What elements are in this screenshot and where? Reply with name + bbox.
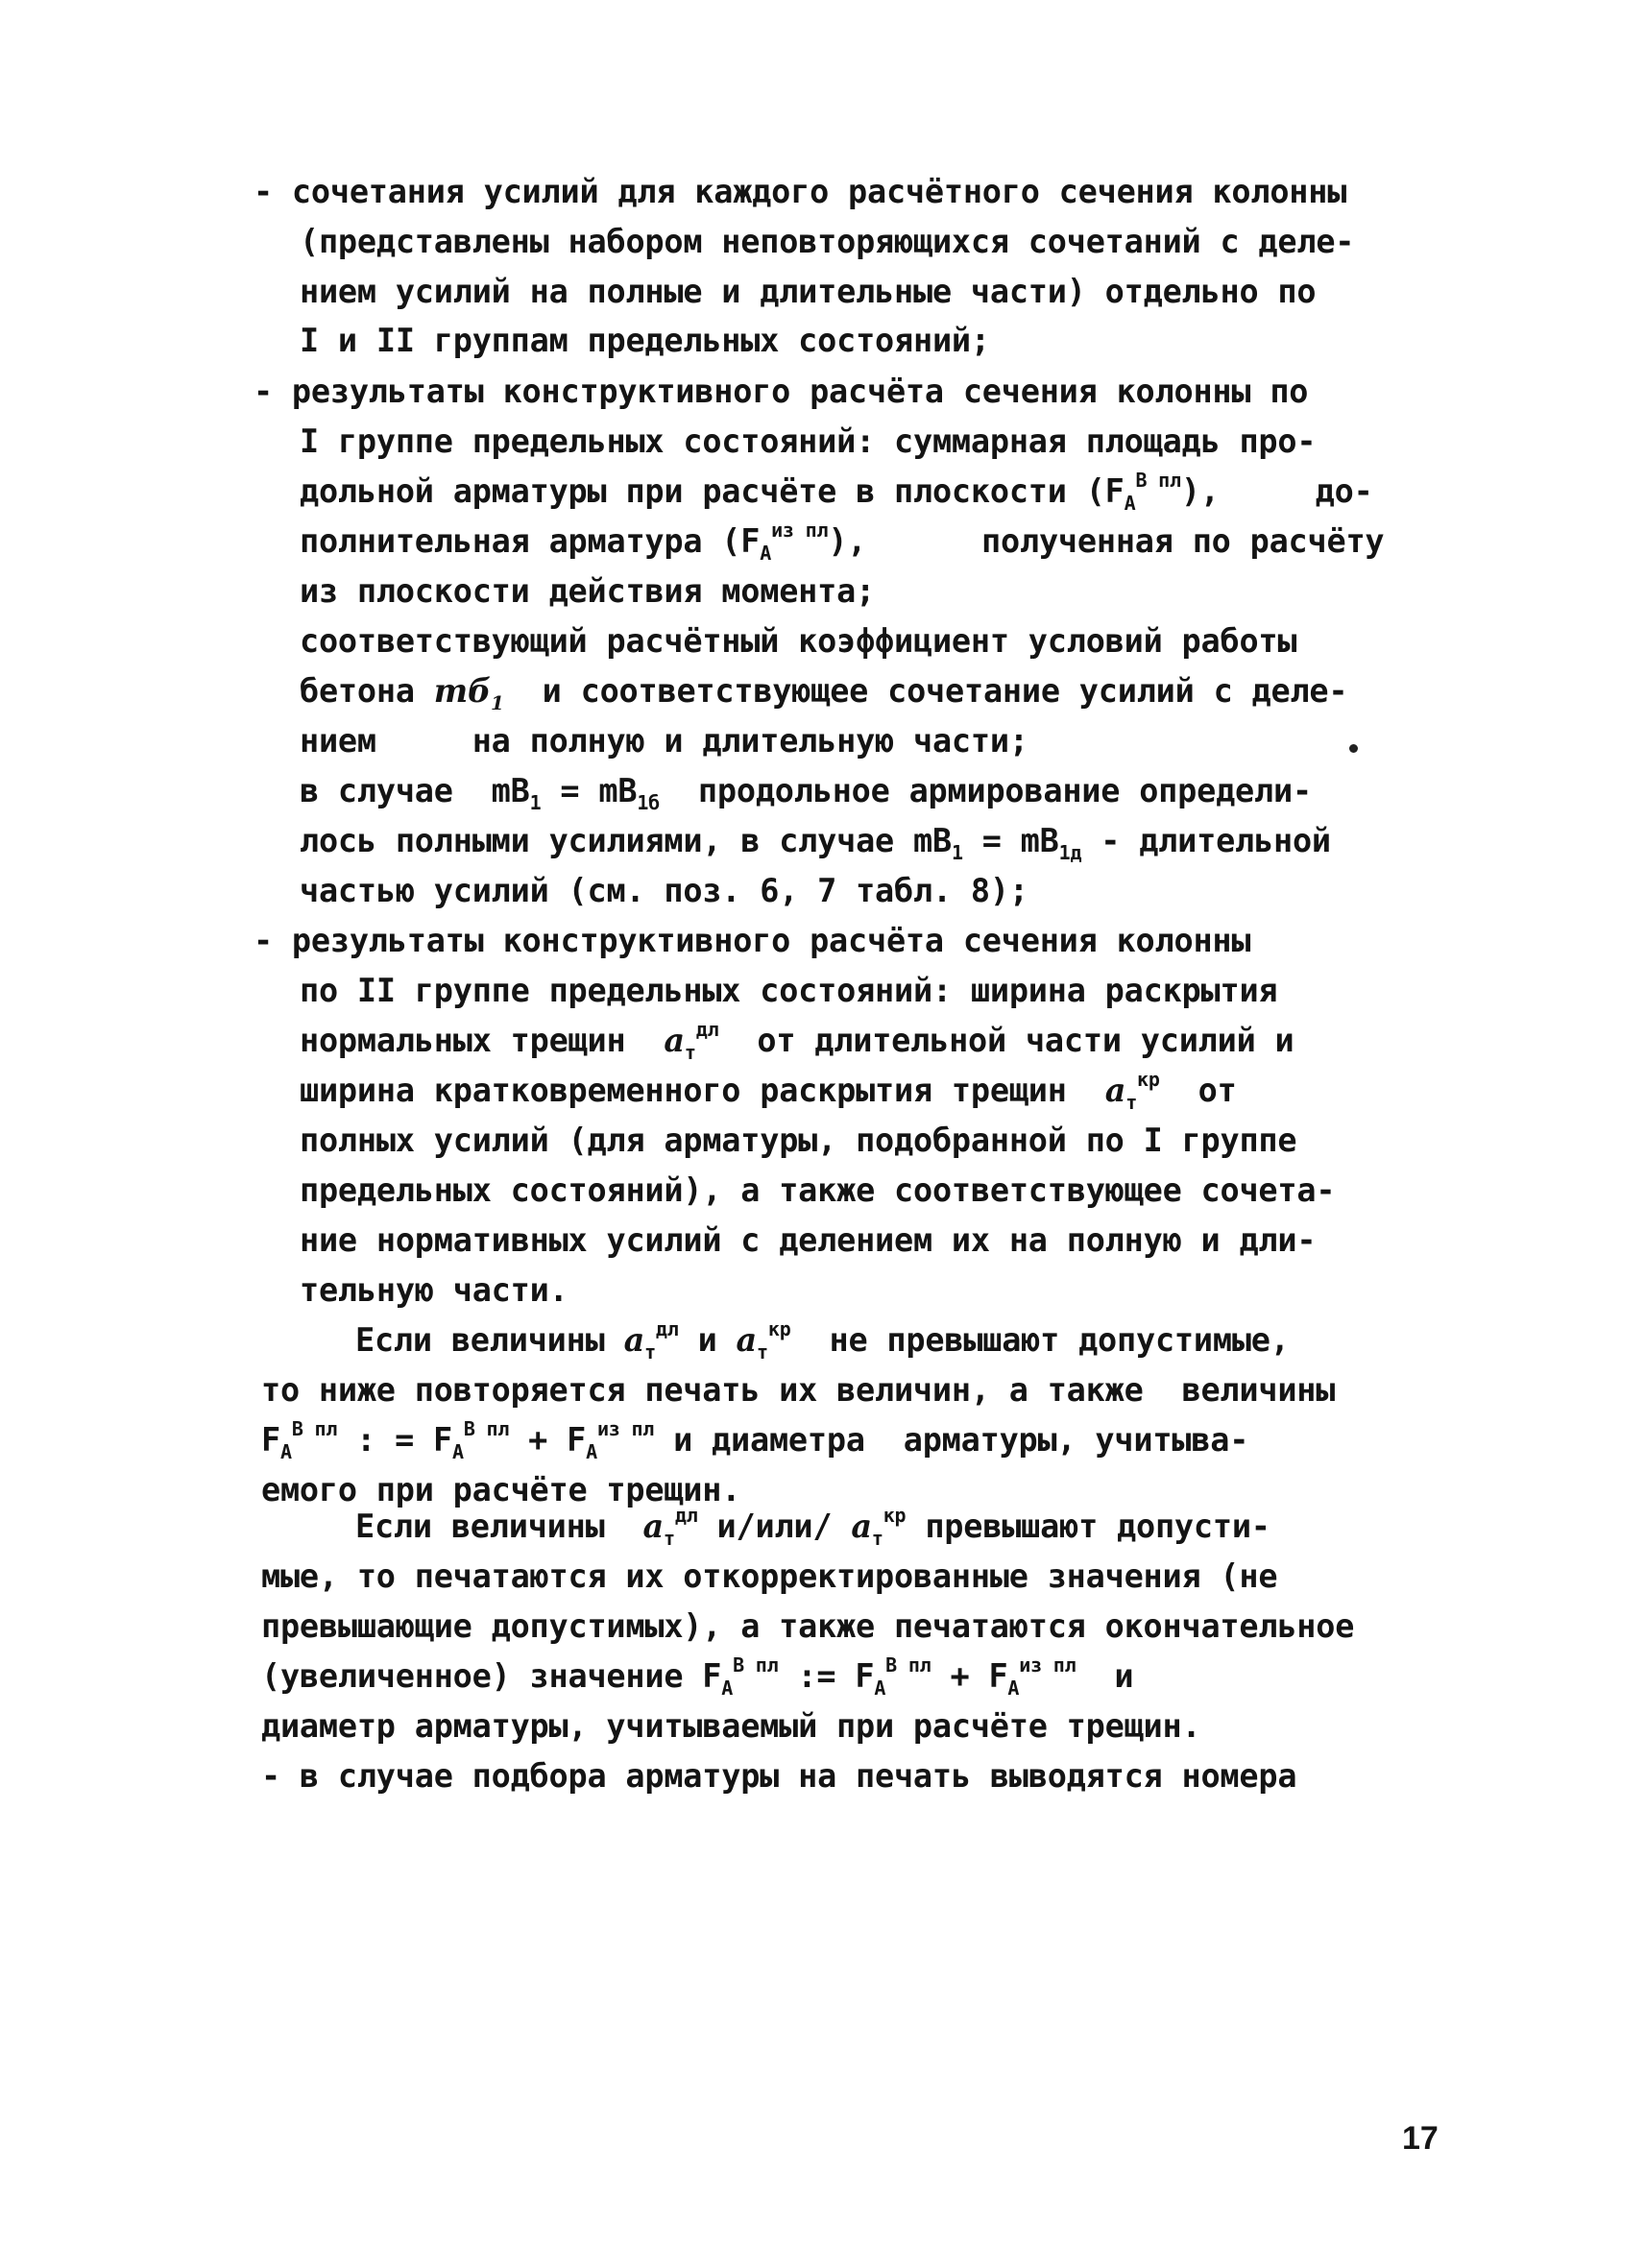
text-line: нием на полную и длительную части;: [300, 722, 1028, 760]
text-line: - в случае подбора арматуры на печать выводятся номера: [261, 1757, 1297, 1795]
text-line: I и II группам предельных состояний;: [300, 322, 990, 359]
stray-dot: [1349, 744, 1358, 753]
text-line: в случае $mB_1 = mB_{1б}$ продольное армирование определи-: [300, 772, 1312, 814]
text-line: (увеличенное) значение $F_A^{В пл}$ := $F_A^{В пл} + F_A^{из пл}$ и: [261, 1653, 1134, 1700]
text-line: емого при расчёте трещин.: [261, 1471, 741, 1508]
text-line: полных усилий (для арматуры, подобранной по I группе: [300, 1122, 1297, 1159]
text-line: превышающие допустимых), а также печатаются окончательное: [261, 1607, 1355, 1645]
text-line: нормальных трещин $a_т^{дл}$ от длительной части усилий и: [300, 1018, 1294, 1064]
text-line: то ниже повторяется печать их величин, а также величины: [261, 1371, 1336, 1409]
text-line: полнительная арматура $(F_A^{из пл})$, полученная по расчёту: [300, 519, 1385, 565]
text-line: - результаты конструктивного расчёта сечения колонны: [254, 922, 1251, 959]
symbol-a-t-kr: a: [1104, 1072, 1126, 1109]
page-number: 17: [1402, 2120, 1439, 2157]
text-line: частью усилий (см. поз. 6, 7 табл. 8);: [300, 872, 1028, 909]
text-line: ширина кратковременного раскрытия трещин $a_т^{кр}$ от: [300, 1068, 1237, 1114]
text-line: - результаты конструктивного расчёта сечения колонны по: [254, 373, 1309, 410]
text-line: I группе предельных состояний: суммарная площадь про-: [300, 422, 1317, 460]
text-line: ние нормативных усилий с делением их на полную и дли-: [300, 1221, 1317, 1259]
text-line: нием усилий на полные и длительные части) отдельно по: [300, 273, 1317, 310]
text-line: соответствующий расчётный коэффициент условий работы: [300, 622, 1297, 660]
symbol-m-b1: mб: [433, 672, 492, 710]
text-line: Если величины $a_т^{дл}$ и $a_т^{кр}$ не превышают допустимые,: [355, 1317, 1290, 1363]
text-line: дольной арматуры при расчёте в плоскости $(F_A^{В пл})$, до-: [300, 469, 1373, 515]
text-line: бетона $mб_1$ и соответствующее сочетание усилий с деле-: [300, 672, 1348, 714]
text-line: (представлены набором неповторяющихся сочетаний с деле-: [300, 223, 1355, 260]
text-line: из плоскости действия момента;: [300, 572, 876, 610]
text-line: диаметр арматуры, учитываемый при расчёте трещин.: [261, 1707, 1201, 1745]
text-line: предельных состояний), а также соответствующее сочета-: [300, 1171, 1336, 1209]
text-line: тельную части.: [300, 1271, 568, 1309]
text-line: лось полными усилиями, в случае $mB_1 = mB_{1д}$ - длительной: [300, 822, 1331, 864]
text-line: по II группе предельных состояний: ширина раскрытия: [300, 972, 1278, 1009]
text-line: - сочетания усилий для каждого расчётного сечения колонны: [254, 173, 1347, 210]
text-line: мые, то печатаются их откорректированные значения (не: [261, 1557, 1278, 1595]
text-line: Если величины $a_т^{дл}$ и/или/ $a_т^{кр}$ превышают допусти-: [355, 1504, 1270, 1550]
symbol-a-t-dl: a: [664, 1022, 685, 1059]
text-line: $F_A^{В пл}$ : = $F_A^{В пл} + F_A^{из пл}$ и диаметра арматуры, учитыва-: [261, 1417, 1249, 1463]
